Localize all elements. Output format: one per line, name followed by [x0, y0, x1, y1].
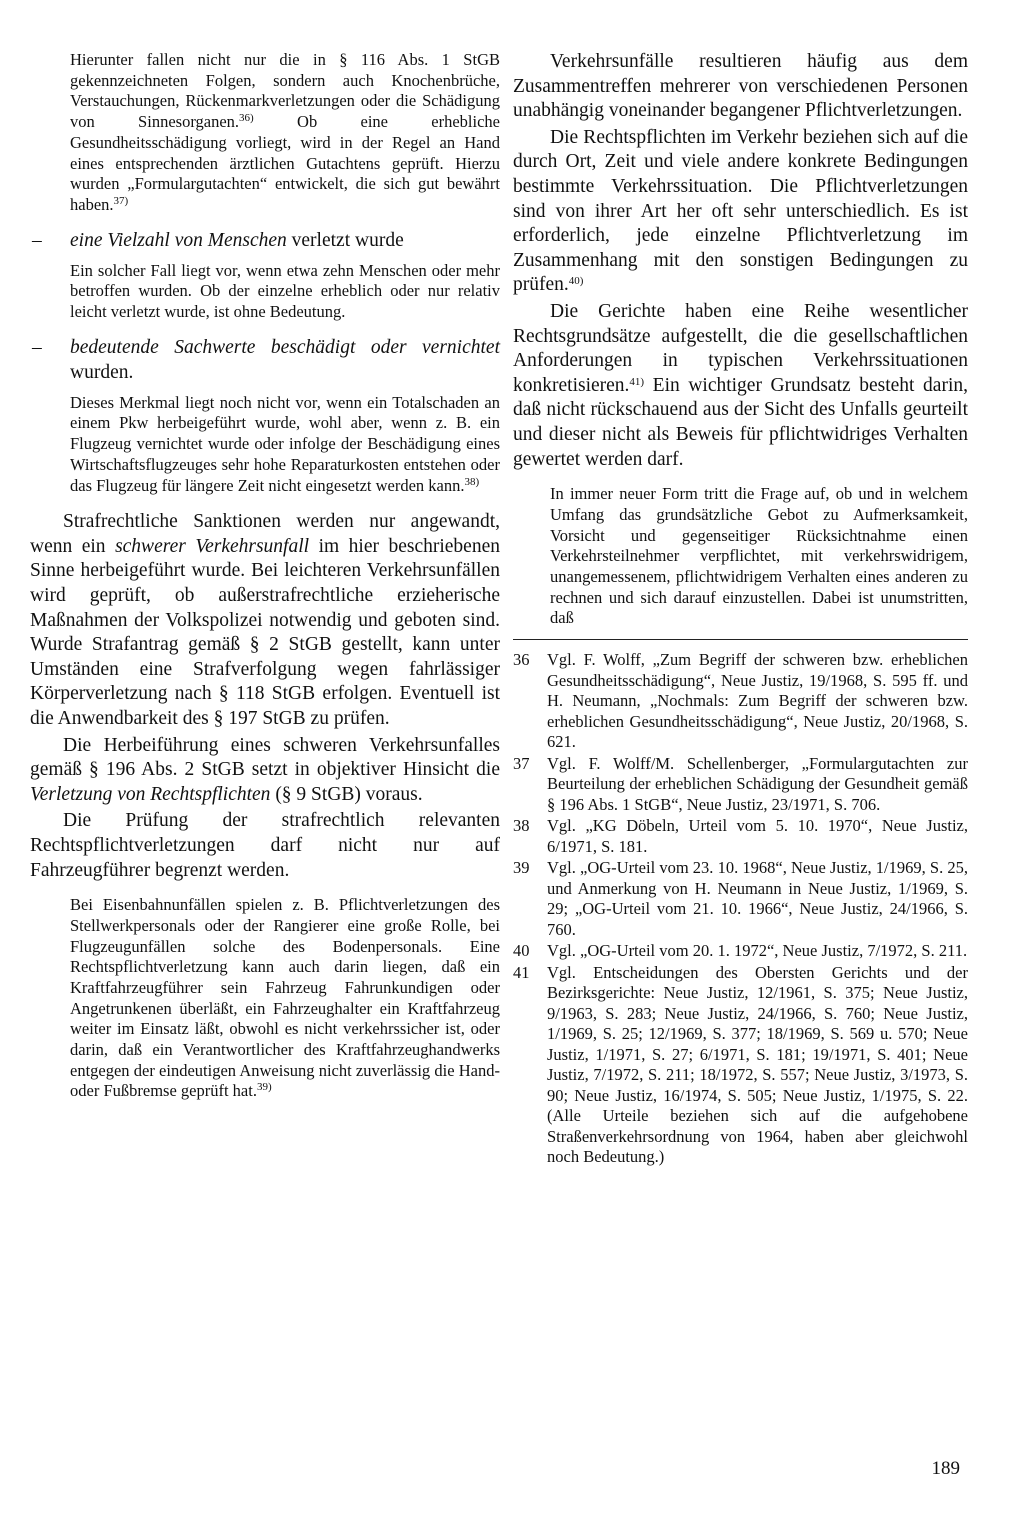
text-run: Hierunter fallen nicht nur die in § 116 Abs. 1 StGB gekennzeichneten Folgen, sondern auch Knochenbrüche, Verstauchungen, Rückenmarkverletzungen oder die Schädigung von Sinnesorganen.: [70, 50, 500, 132]
footnote: [513, 941, 968, 962]
footnote-divider: [513, 639, 968, 640]
footnote-text: Vgl. F. Wolff/M. Schellenberger, „Formulargutachten zur Beurteilung der erheblichen Schädigung der Gesundheit gemäß § 196 Abs. 1 StGB“, Neue Justiz, 23/1971, S. 706.: [547, 753, 968, 814]
page-number: 189: [931, 1458, 960, 1479]
text-run: wurden.: [70, 361, 134, 383]
footnote-number: 40: [513, 941, 530, 961]
footnote-ref: 39): [256, 1081, 272, 1094]
emphasis-text: eine Vielzahl von Menschen: [70, 229, 287, 251]
dash-item-sachwerte: [30, 335, 500, 385]
emphasis-text: schwerer Verkehrsunfall: [115, 535, 310, 557]
footnote-ref: 40): [568, 275, 584, 288]
footnote-ref: 36): [239, 112, 254, 125]
left-paragraph-3: [30, 393, 500, 497]
footnote-number: 38: [513, 816, 530, 836]
footnote-text: Vgl. Entscheidungen des Obersten Gerichts und der Bezirksgerichte: Neue Justiz, 12/1961, S. 375; Neue Justiz, 9/1963, S. 283; Neue Justiz, 24/1966, S. 760; Neue Justiz, 1/1969, S. 25; 12/1969, S. 377; 18/1969, S. 569 u. 570; Neue Justiz, 1/1971, S. 27; 6/1971, S. 181; 19/1971, S. 401; Neue Justiz, 7/1972, S. 211; 18/1972, S. 557; Neue Justiz, 3/1973, S. 90; Neue Justiz, 16/1974, S. 505; Neue Justiz, 1/1975, S. 22. (Alle Urteile beziehen sich auf die aufgehobene Straßenverkehrsordnung von 1964, haben aber gleichwohl noch Bedeutung.): [547, 962, 968, 1167]
footnote-number: 37: [513, 753, 530, 773]
emphasis-text: bedeutende Sachwerte beschädigt oder vernichtet: [70, 336, 500, 358]
footnote-ref: 41): [629, 375, 645, 388]
right-column: [513, 50, 968, 1169]
footnote-ref: 38): [464, 475, 480, 488]
emphasis-text: Verletzung von Rechtspflichten: [30, 783, 271, 805]
footnote: [513, 754, 968, 816]
dash-item-vielzahl: [30, 228, 500, 253]
right-paragraph-2: [513, 126, 968, 298]
text-run: im hier beschriebenen Sinne herbeigeführt wurde. Bei leichteren Verkehrsunfällen wird geprüft, ob außerstrafrechtliche erzieherische Maßnahmen der Volkspolizei notwendig und geboten sind. Wurde Strafantrag gemäß § 2 StGB gestellt, kann unter Umständen eine Strafverfolgung wegen fahrlässiger Körperverletzung nach § 118 StGB erfolgen. Eventuell ist die Anwendbarkeit des § 197 StGB zu prüfen.: [30, 535, 500, 729]
text-run: Die Rechtspflichten im Verkehr beziehen sich auf die durch Ort, Zeit und viele andere konkrete Bedingungen bestimmte Verkehrssituation. Die Pflichtverletzungen sind von ihrer Art her oft sehr unterschiedlich. Es ist erforderlich, jede einzelne Pflichtverletzung im Zusammenhang mit den sonstigen Bedingungen zu prüfen.: [513, 126, 968, 296]
footnote-ref: 37): [113, 194, 129, 207]
text-run: Ob eine erhebliche Gesundheitsschädigung vorliegt, wird in der Regel an Hand eines entsprechenden ärztlichen Gutachtens geprüft. Hierzu wurden „Formulargutachten“ entwickelt, die sich gut bewährt haben.: [70, 112, 500, 214]
footnote-list: [513, 650, 968, 1168]
text-run: Die Gerichte haben eine Reihe wesentlicher Rechtsgrundsätze aufgestellt, die die gesellschaftlichen Anforderungen in typischen Verkehrssituationen konkretisieren.: [513, 300, 968, 396]
text-run: Bei Eisenbahnunfällen spielen z. B. Pflichtverletzungen des Stellwerkpersonals oder der Rangierer eine große Rolle, bei Flugzeugunfällen solche des Bodenpersonals. Eine Rechtspflichtverletzung kann auch darin liegen, daß ein Kraftfahrzeugführer sein Fahrzeug Fahrunkundigen oder Angetrunkenen überläßt, ein Fahrzeughalter ein Kraftfahrzeug weiter im Einsatz läßt, obwohl es nicht verkehrssicher ist, oder darin, daß ein Verantwortlicher des Kraftfahrzeughandwerks entgegen der eindeutigen Anweisung nicht zuverlässig die Hand- oder Fußbremse geprüft hat.: [70, 895, 500, 1101]
text-run: Strafrechtliche Sanktionen werden nur angewandt, wenn ein: [30, 511, 500, 557]
left-paragraph-2: Ein solcher Fall liegt vor, wenn etwa zehn Menschen oder mehr betroffen wurden. Ob der einzelne erheblich oder nur relativ leicht verletzt wurde, ist ohne Bedeutung.: [70, 260, 500, 322]
footnote-text: Vgl. „KG Döbeln, Urteil vom 5. 10. 1970“, Neue Justiz, 6/1971, S. 181.: [547, 816, 968, 856]
left-paragraph-7: [30, 895, 500, 1102]
dash-marker: –: [32, 229, 42, 251]
text-run: Ein wichtiger Grundsatz besteht darin, daß nicht rückschauend aus der Sicht des Unfalls geurteilt und dieser nicht als Beweis für pflichtwidriges Verhalten gewertet werden darf.: [513, 374, 968, 470]
right-paragraph-3: [513, 300, 968, 472]
left-paragraph-5: [30, 734, 500, 808]
footnote-text: Vgl. „OG-Urteil vom 23. 10. 1968“, Neue Justiz, 1/1969, S. 25, und Anmerkung von H. Neumann in Neue Justiz, 1/1969, S. 29; „OG-Urteil vom 21. 10. 1966“, Neue Justiz, 24/1966, S. 760.: [547, 858, 968, 939]
dash-marker: –: [32, 336, 42, 358]
footnote: [513, 816, 968, 857]
footnote: [513, 858, 968, 940]
footnote-number: 39: [513, 858, 530, 878]
text-run: Dieses Merkmal liegt noch nicht vor, wenn ein Totalschaden an einem Pkw herbeigeführt wurde, wohl aber, wenn z. B. ein Flugzeug vernichtet wurde oder infolge der Beschädigung eines Wirtschaftsflugzeuges sehr hohe Reparaturkosten entstehen oder das Flugzeug für längere Zeit nicht eingesetzt werden kann.: [70, 392, 500, 495]
text-run: verletzt wurde: [286, 229, 404, 251]
text-run: Die Herbeiführung eines schweren Verkehrsunfalles gemäß § 196 Abs. 2 StGB setzt in objektiver Hinsicht die: [30, 734, 500, 781]
right-paragraph-4: In immer neuer Form tritt die Frage auf, ob und in welchem Umfang das grundsätzliche Gebot zu Aufmerksamkeit, Vorsicht und gegenseitiger Rücksichtnahme einen Verkehrsteilnehmer verpflichtet, mit verkehrswidrigem, unangemessenem, pflichtwidrigem Verhalten eines anderen zu rechnen und sich darauf einzustellen. Dabei ist unumstritten, daß: [550, 484, 968, 628]
footnote-text: Vgl. „OG-Urteil vom 20. 1. 1972“, Neue Justiz, 7/1972, S. 211.: [547, 941, 968, 961]
footnote: [513, 963, 968, 1168]
left-paragraph-6: Die Prüfung der strafrechtlich relevanten Rechtspflichtverletzungen darf nicht nur auf Fahrzeugführer begrenzt werden.: [30, 810, 500, 881]
footnote-text: Vgl. F. Wolff, „Zum Begriff der schweren bzw. erheblichen Gesundheitsschädigung“, Neue Justiz, 19/1968, S. 595 ff. und H. Neumann, „Nochmals: Zum Begriff der schweren bzw. erheblichen Gesundheitsschädigung“, Neue Justiz, 20/1968, S. 621.: [547, 650, 968, 752]
left-paragraph-1: [30, 50, 500, 216]
footnote-number: 41: [513, 962, 530, 982]
left-column: [30, 50, 500, 1107]
right-paragraph-1: Verkehrsunfälle resultieren häufig aus dem Zusammentreffen mehrerer von verschiedenen Personen unabhängig voneinander begangener Pflichtverletzungen.: [513, 51, 968, 122]
text-run: (§ 9 StGB) voraus.: [270, 783, 423, 805]
left-paragraph-4: [30, 510, 500, 731]
footnote: [513, 650, 968, 753]
footnote-number: 36: [513, 650, 530, 670]
